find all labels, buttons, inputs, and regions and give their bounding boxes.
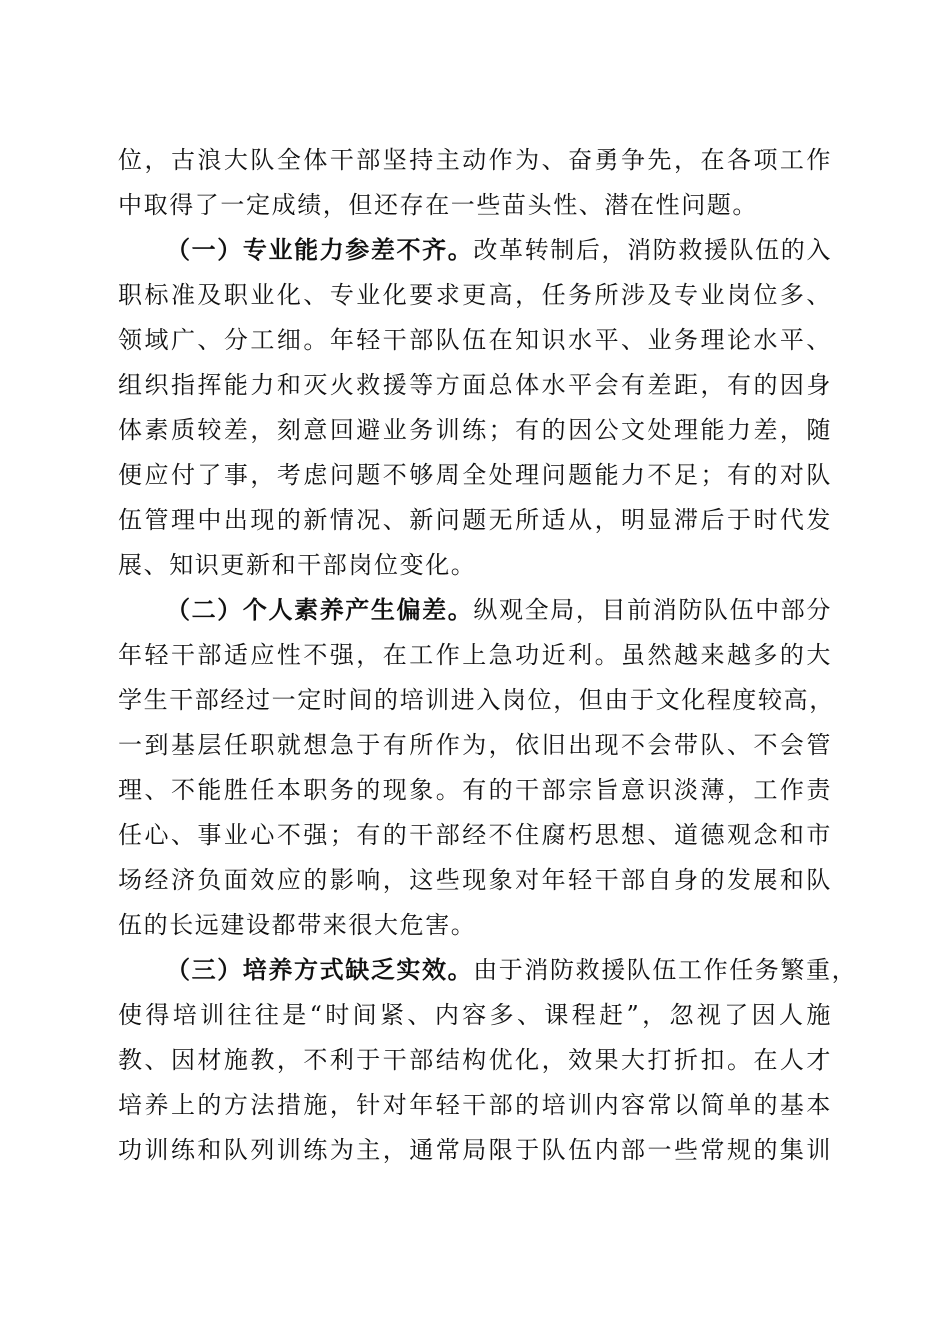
body-line: 伍的长远建设都带来很大危害。 xyxy=(118,911,477,939)
section-2-heading: （二）个人素养产生偏差。 xyxy=(166,595,474,624)
section-1-first-line xyxy=(166,228,832,272)
section-3-first-line xyxy=(166,948,858,992)
body-line: 中取得了一定成绩，但还存在一些苗头性、潜在性问题。 xyxy=(118,191,758,219)
section-2-lead: 纵观全局，目前消防队伍中部分 xyxy=(473,596,832,624)
body-line: 职标准及职业化、专业化要求更高，任务所涉及专业岗位多、 xyxy=(118,281,832,309)
body-line: 领域广、分工细。年轻干部队伍在知识水平、业务理论水平、 xyxy=(118,326,832,354)
section-1-lead: 改革转制后，消防救援队伍的入 xyxy=(473,236,832,264)
body-line: 使得培训往往是“时间紧、内容多、课程赶”，忽视了因人施 xyxy=(118,1001,832,1029)
body-line: 功训练和队列训练为主，通常局限于队伍内部一些常规的集训 xyxy=(118,1136,832,1164)
section-2-first-line xyxy=(166,588,832,632)
body-line: 一到基层任职就想急于有所作为，依旧出现不会带队、不会管 xyxy=(118,731,832,759)
body-line: 学生干部经过一定时间的培训进入岗位，但由于文化程度较高， xyxy=(118,686,835,714)
body-line: 便应付了事，考虑问题不够周全处理问题能力不足；有的对队 xyxy=(118,461,832,489)
body-line: 展、知识更新和干部岗位变化。 xyxy=(118,551,477,579)
body-line: 培养上的方法措施，针对年轻干部的培训内容常以简单的基本 xyxy=(118,1091,832,1119)
body-line: 伍管理中出现的新情况、新问题无所适从，明显滞后于时代发 xyxy=(118,506,832,534)
body-line: 年轻干部适应性不强，在工作上急功近利。虽然越来越多的大 xyxy=(118,641,832,669)
body-line: 教、因材施教，不利于干部结构优化，效果大打折扣。在人才 xyxy=(118,1046,832,1074)
body-line: 组织指挥能力和灭火救援等方面总体水平会有差距，有的因身 xyxy=(118,371,832,399)
body-line: 任心、事业心不强；有的干部经不住腐朽思想、道德观念和市 xyxy=(118,821,832,849)
section-1-heading: （一）专业能力参差不齐。 xyxy=(166,235,474,264)
body-line: 体素质较差，刻意回避业务训练；有的因公文处理能力差，随 xyxy=(118,416,832,444)
section-3-lead: 由于消防救援队伍工作任务繁重， xyxy=(473,956,858,984)
body-line: 位，古浪大队全体干部坚持主动作为、奋勇争先，在各项工作 xyxy=(118,146,832,174)
section-3-heading: （三）培养方式缺乏实效。 xyxy=(166,955,474,984)
body-line: 场经济负面效应的影响，这些现象对年轻干部自身的发展和队 xyxy=(118,866,832,894)
body-line: 理、不能胜任本职务的现象。有的干部宗旨意识淡薄，工作责 xyxy=(118,776,832,804)
